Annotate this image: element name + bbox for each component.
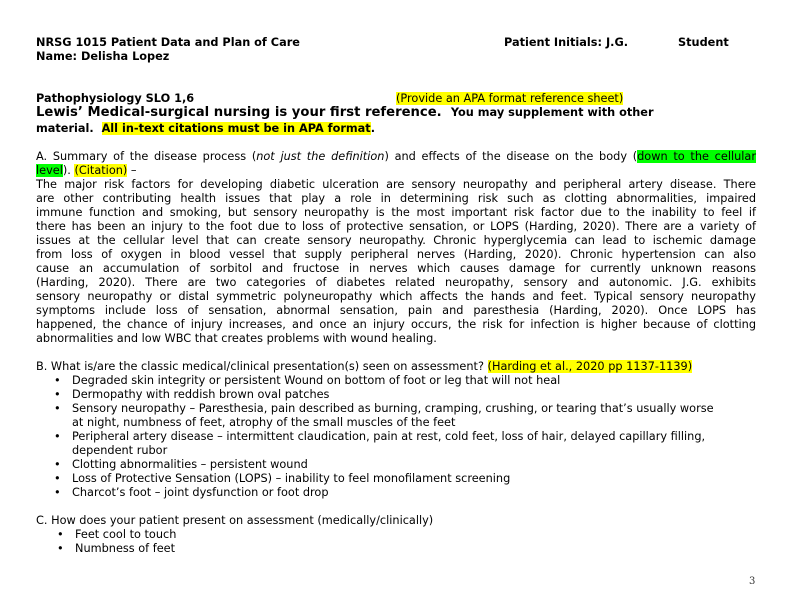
bullet-icon: •: [54, 388, 61, 401]
bullet-icon: •: [54, 374, 61, 387]
bullet-icon: •: [54, 486, 61, 499]
section-a-prompt-text-3: ).: [62, 164, 75, 177]
course-title: NRSG 1015 Patient Data and Plan of Care: [36, 36, 300, 49]
section-a-body-line: from loss of oxygen in blood vessel that supply peripheral nerves (Harding, 2020). Chronic hypertension can also: [36, 248, 756, 261]
section-b-bullet: Charcot’s foot – joint dysfunction or foot drop: [72, 486, 329, 499]
reference-note: [396, 92, 623, 106]
bullet-icon: •: [54, 458, 61, 471]
section-a-dash: –: [127, 164, 137, 177]
section-a-body-line: symptoms include loss of sensation, abnormal sensation, pain and paresthesia (Harding, 2020). Once LOPS has: [36, 304, 756, 317]
apa-note: All in-text citations must be in APA format: [101, 122, 371, 135]
material-text: material.: [36, 122, 94, 135]
bullet-icon: •: [57, 542, 64, 555]
section-c-bullet: Numbness of feet: [75, 542, 176, 555]
lewis-reference-line: [36, 105, 654, 121]
section-a-body-line: cause an accumulation of sorbitol and fructose in nerves which causes damage for currently unknown reasons: [36, 262, 756, 275]
student-name: Name: Delisha Lopez: [36, 50, 170, 63]
bullet-icon: •: [54, 430, 61, 443]
bullet-icon: •: [54, 472, 61, 485]
section-b-bullet-continued: at night, numbness of feet, atrophy of the small muscles of the feet: [72, 416, 456, 429]
bullet-icon: •: [57, 528, 64, 541]
reference-note-highlight: (Provide an APA format reference sheet): [396, 92, 624, 105]
section-a-body-line: (Harding, 2020). There are two categories of diabetes related neuropathy, sensory and autonomic. J.G. exhibits: [36, 276, 756, 289]
section-a-body-line: The major risk factors for developing diabetic ulceration are sensory neuropathy and peripheral artery disease. There: [36, 178, 756, 191]
cellular-highlight: down to the cellular: [637, 150, 756, 163]
citation-highlight: (Citation): [74, 164, 128, 177]
section-b-bullet: Degraded skin integrity or persistent Wound on bottom of foot or leg that will not heal: [72, 374, 561, 387]
section-b-bullet: Sensory neuropathy – Paresthesia, pain described as burning, cramping, crushing, or tearing that’s usually worse: [72, 402, 714, 415]
section-a-prompt-text: A. Summary of the disease process (: [36, 150, 257, 163]
section-a-body-line: happened, the chance of injury increases, and once an injury occurs, the risk for infection is higher because of clotting: [36, 318, 756, 331]
section-a-body-line: sensory neuropathy or distal symmetric polyneuropathy which affects the hands and feet. Typical sensory neuropathy: [36, 290, 756, 303]
section-a-prompt-text-2: ) and effects of the disease on the body (: [384, 150, 638, 163]
apa-line: [36, 122, 375, 136]
lewis-reference-big: Lewis’ Medical-surgical nursing is your first reference.: [36, 105, 442, 120]
bullet-icon: •: [54, 402, 61, 415]
section-a-body-line: immune function and smoking, but sensory neuropathy is the most important risk factor due to the inability to feel if: [36, 206, 756, 219]
patient-initials: Patient Initials: J.G.: [504, 36, 629, 49]
section-a-body-line: abnormalities and low WBC that creates problems with wound healing.: [36, 332, 437, 345]
section-a-prompt-line-2: [36, 164, 137, 178]
student-label: Student: [678, 36, 729, 49]
section-title: Pathophysiology SLO 1,6: [36, 92, 195, 105]
lewis-reference-small: You may supplement with other: [450, 106, 654, 119]
section-c-prompt: C. How does your patient present on assessment (medically/clinically): [36, 514, 434, 527]
section-c-bullet: Feet cool to touch: [75, 528, 177, 541]
section-a-prompt-italic: not just the definition: [256, 150, 385, 163]
section-b-bullet: Peripheral artery disease – intermittent claudication, pain at rest, cold feet, loss of hair, delayed capillary filling,: [72, 430, 706, 443]
level-highlight: level: [36, 164, 63, 177]
section-a-body-line: issues at the cellular level that can create sensory neuropathy. Chronic hyperglycemia can lead to ischemic damage: [36, 234, 756, 247]
section-b-citation: (Harding et al., 2020 pp 1137-1139): [487, 360, 693, 373]
section-b-bullet: Dermopathy with reddish brown oval patches: [72, 388, 330, 401]
section-b-bullet-continued: dependent rubor: [72, 444, 168, 457]
section-a-body-line: are other contributing health issues that play a role in determining risk such as clotting abnormalities, impaired: [36, 192, 756, 205]
section-b-prompt-text: B. What is/are the classic medical/clinical presentation(s) seen on assessment?: [36, 360, 488, 373]
apa-period: .: [370, 122, 375, 135]
section-a-prompt-line-1: [36, 150, 756, 164]
section-b-prompt: [36, 360, 692, 374]
section-b-bullet: Clotting abnormalities – persistent wound: [72, 458, 308, 471]
page-number: 3: [749, 576, 756, 587]
section-a-body-line: there has been an injury to the foot due to loss of protective sensation, or LOPS (Harding, 2020). There are a variety of: [36, 220, 756, 233]
section-b-bullet: Loss of Protective Sensation (LOPS) – inability to feel monofilament screening: [72, 472, 511, 485]
